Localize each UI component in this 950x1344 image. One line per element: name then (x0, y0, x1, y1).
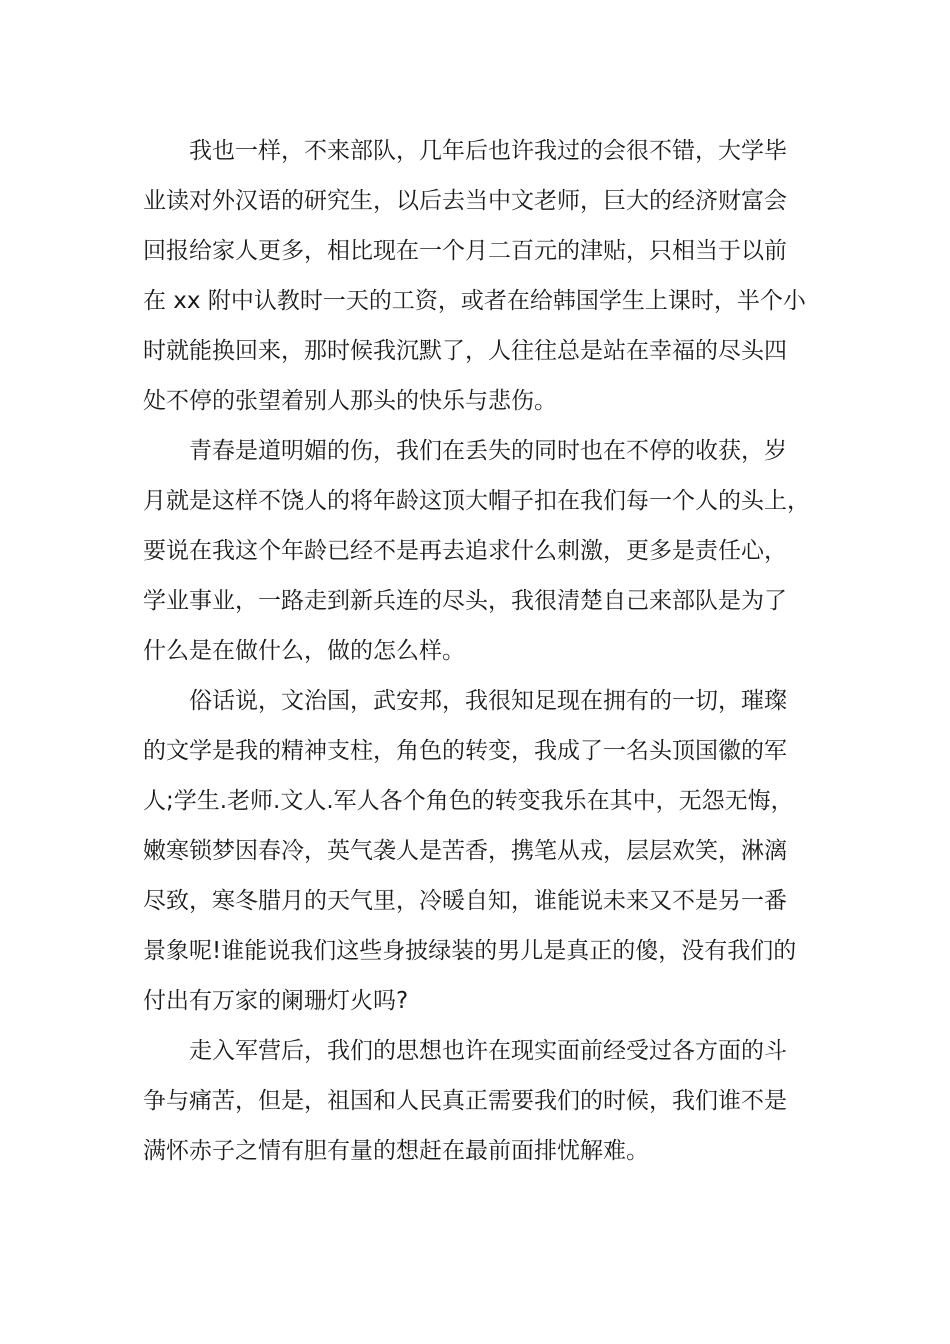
text-line: 付出有万家的阑珊灯火吗? (143, 988, 409, 1014)
paragraph-1 (143, 126, 806, 426)
text-line: 处不停的张望着别人那头的快乐与悲伤。 (143, 388, 557, 414)
text-line: 的文学是我的精神支柱，角色的转变，我成了一名头顶国徽的军 (143, 738, 787, 764)
text-line: 俗话说，文治国，武安邦，我很知足现在拥有的一切，璀璨 (189, 688, 787, 714)
text-line: 青春是道明媚的伤，我们在丢失的同时也在不停的收获，岁 (189, 438, 787, 464)
text-line: 走入军营后，我们的思想也许在现实面前经受过各方面的斗 (189, 1038, 787, 1064)
text-line: 业读对外汉语的研究生，以后去当中文老师，巨大的经济财富会 (143, 188, 787, 214)
text-line: 什么是在做什么，做的怎么样。 (143, 638, 465, 664)
document-body (143, 126, 810, 1176)
text-line: 学业事业，一路走到新兵连的尽头，我很清楚自己来部队是为了 (143, 588, 787, 614)
text-line: 在 xx 附中认教时一天的工资，或者在给韩国学生上课时，半个小 (143, 288, 806, 314)
text-line: 人;学生.老师.文人.军人各个角色的转变我乐在其中，无怨无悔， (143, 788, 794, 814)
text-line: 争与痛苦，但是，祖国和人民真正需要我们的时候，我们谁不是 (143, 1088, 787, 1114)
text-line: 回报给家人更多，相比现在一个月二百元的津贴，只相当于以前 (143, 238, 787, 264)
text-line: 月就是这样不饶人的将年龄这顶大帽子扣在我们每一个人的头上， (143, 488, 810, 514)
text-line: 景象呢!谁能说我们这些身披绿装的男儿是真正的傻，没有我们的 (143, 938, 797, 964)
text-line: 要说在我这个年龄已经不是再去追求什么刺激，更多是责任心， (143, 538, 787, 564)
text-line: 嫩寒锁梦因春冷，英气袭人是苦香，携笔从戎，层层欢笑，淋漓 (143, 838, 787, 864)
text-line: 时就能换回来，那时候我沉默了，人往往总是站在幸福的尽头四 (143, 338, 787, 364)
paragraph-3 (143, 676, 803, 1026)
text-line: 满怀赤子之情有胆有量的想赶在最前面排忧解难。 (143, 1138, 649, 1164)
paragraph-2 (143, 426, 810, 676)
text-line: 尽致，寒冬腊月的天气里，冷暖自知，谁能说未来又不是另一番 (143, 888, 787, 914)
paragraph-4 (143, 1026, 803, 1176)
text-line: 我也一样，不来部队，几年后也许我过的会很不错，大学毕 (189, 138, 787, 164)
